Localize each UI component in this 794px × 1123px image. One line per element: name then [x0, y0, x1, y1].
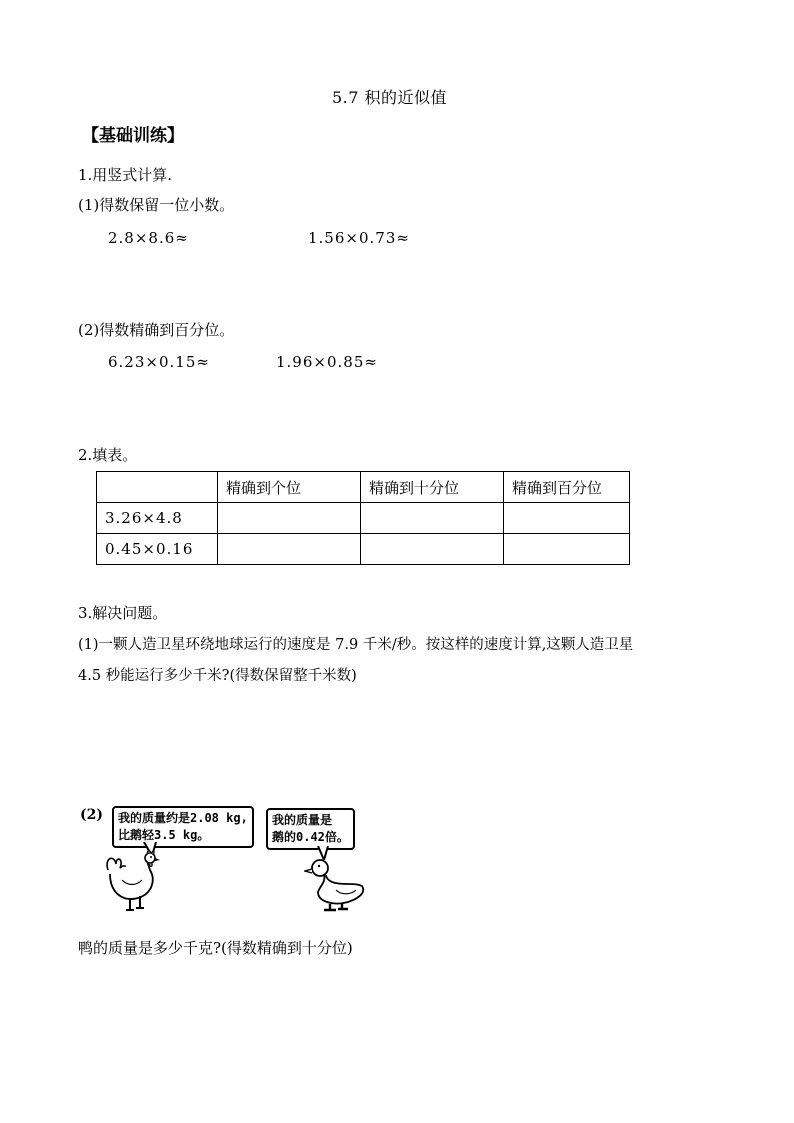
duck-bubble-line: 鹅的0.42倍。: [272, 830, 349, 844]
rooster-speech-bubble: [112, 806, 254, 848]
q1-expr-3: 6.23×0.15≈: [108, 353, 210, 371]
table-row: [97, 534, 630, 565]
table-header-row: [97, 472, 630, 503]
q1-part1-label: (1)得数保留一位小数。: [78, 196, 235, 214]
rooster-icon: [102, 850, 164, 914]
table-cell-answer[interactable]: [504, 534, 630, 565]
rounding-table: [96, 471, 630, 565]
table-cell-answer[interactable]: [218, 534, 361, 565]
table-header-cell: [97, 472, 218, 503]
q2-label: 2.填表。: [78, 446, 138, 464]
page-title: 5.7 积的近似值: [332, 88, 448, 107]
duck-speech-bubble: [266, 808, 355, 850]
table-header-cell: 精确到个位: [218, 472, 361, 503]
table-header-cell: 精确到百分位: [504, 472, 630, 503]
rooster-duck-illustration: [78, 800, 376, 918]
section-heading: 【基础训练】: [82, 126, 184, 146]
rooster-bubble-line: 比鹅轻3.5 kg。: [118, 828, 210, 842]
table-cell-answer[interactable]: [504, 503, 630, 534]
q1-expr-4: 1.96×0.85≈: [276, 353, 378, 371]
q3-part2-marker: (2): [80, 807, 103, 823]
duck-bubble-line: 我的质量是: [272, 813, 333, 827]
q1-expr-1: 2.8×8.6≈: [108, 229, 189, 247]
rooster-bubble-line: 我的质量约是2.08 kg,: [118, 811, 248, 825]
q1-part2-label: (2)得数精确到百分位。: [78, 321, 235, 339]
table-cell-expression: 0.45×0.16: [97, 534, 218, 565]
table-cell-answer[interactable]: [361, 534, 504, 565]
table-row: [97, 503, 630, 534]
duck-icon: [304, 856, 368, 914]
q1-label: 1.用竖式计算.: [78, 166, 173, 184]
table-cell-answer[interactable]: [218, 503, 361, 534]
q3-label: 3.解决问题。: [78, 604, 168, 622]
table-header-cell: 精确到十分位: [361, 472, 504, 503]
q1-expr-2: 1.56×0.73≈: [308, 229, 410, 247]
q3-part1-line1: (1)一颗人造卫星环绕地球运行的速度是 7.9 千米/秒。按这样的速度计算,这颗人造卫星: [78, 637, 634, 653]
q3-part1-line2: 4.5 秒能运行多少千米?(得数保留整千米数): [78, 668, 357, 684]
table-cell-expression: 3.26×4.8: [97, 503, 218, 534]
q3-part2-question: 鸭的质量是多少千克?(得数精确到十分位): [78, 939, 353, 957]
table-cell-answer[interactable]: [361, 503, 504, 534]
